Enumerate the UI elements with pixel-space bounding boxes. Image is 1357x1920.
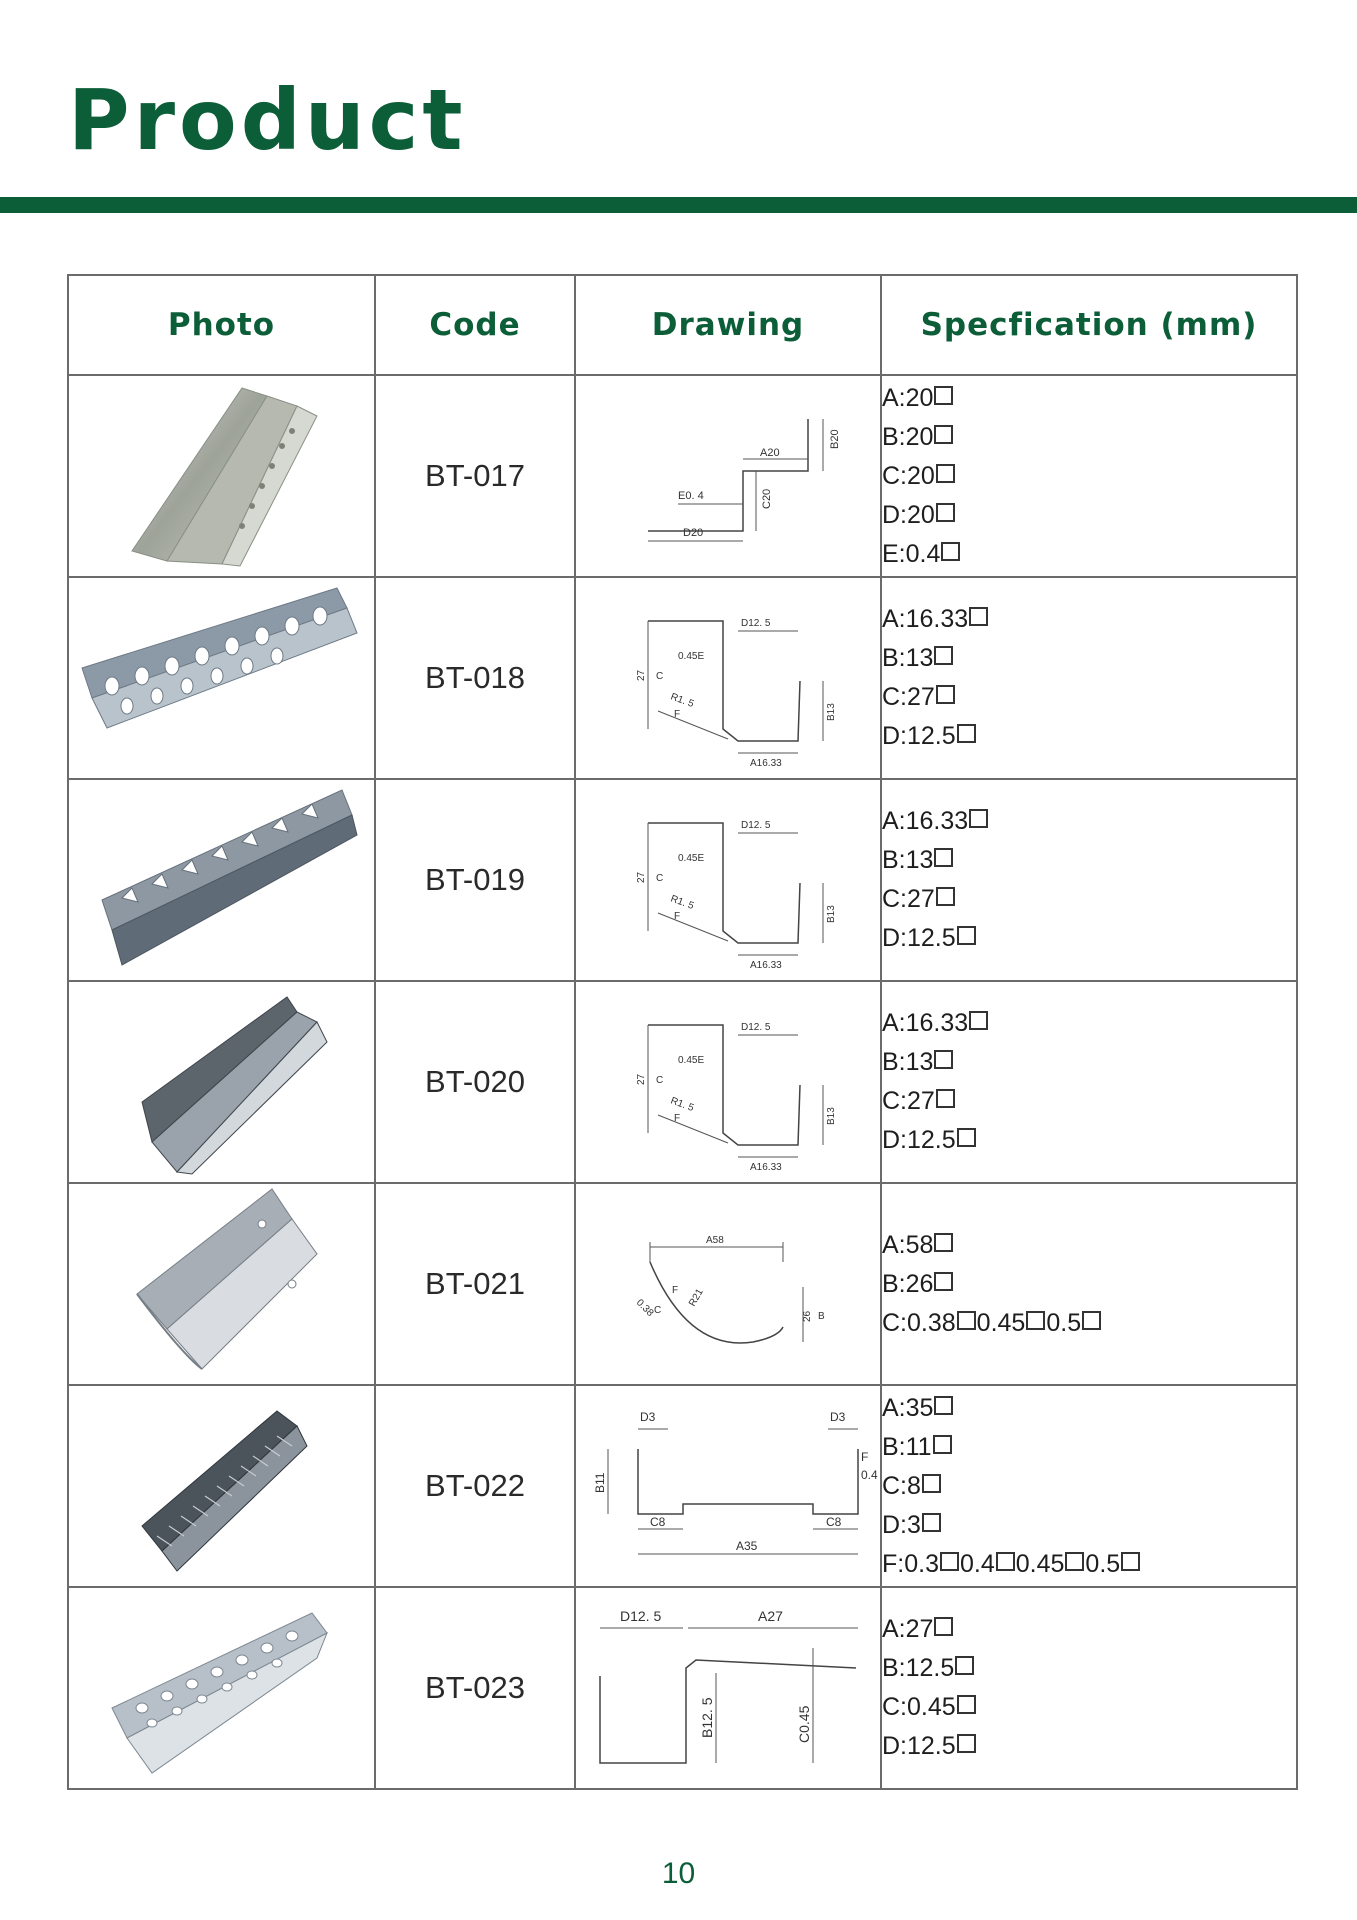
header-spec: Specfication (mm): [881, 275, 1297, 375]
spec-value: 12.5: [907, 1126, 956, 1154]
drawing-label: D12. 5: [741, 819, 771, 831]
spec-cell: [881, 1183, 1297, 1385]
product-code: BT-022: [375, 1385, 575, 1587]
spec-label: A:: [882, 1009, 906, 1037]
spec-line: [882, 1043, 1296, 1082]
spec-value: 12.5: [907, 1732, 956, 1760]
drawing-label: A16.33: [750, 1161, 782, 1173]
drawing-bt022: [578, 1389, 878, 1579]
checkbox-icon: [933, 1435, 952, 1454]
checkbox-icon: [957, 1695, 976, 1714]
spec-line: [882, 880, 1296, 919]
spec-cell: [881, 577, 1297, 779]
drawing-label: F: [674, 1112, 681, 1124]
drawing-cell: [575, 1183, 881, 1385]
drawing-label: R1. 5: [668, 892, 696, 912]
spec-value: 27: [905, 1615, 934, 1643]
spec-value: 0.5: [1085, 1549, 1121, 1578]
spec-label: F:: [882, 1549, 905, 1578]
checkbox-icon: [1082, 1311, 1101, 1330]
checkbox-icon: [936, 887, 955, 906]
product-table: [67, 274, 1298, 1790]
checkbox-icon: [957, 724, 976, 743]
spec-line: [882, 1428, 1296, 1467]
drawing-label: F: [672, 1284, 679, 1296]
spec-value: 20: [907, 500, 935, 529]
product-photo-bt019: [72, 780, 372, 975]
drawing-label: C8: [826, 1514, 842, 1529]
product-code: BT-023: [375, 1587, 575, 1789]
spec-label: C:: [882, 461, 907, 490]
checkbox-icon: [957, 926, 976, 945]
spec-label: A:: [882, 807, 906, 835]
product-photo-bt021: [72, 1184, 372, 1379]
spec-line: [882, 1226, 1296, 1265]
spec-value: 27: [907, 1087, 935, 1115]
photo-cell: [68, 1587, 375, 1789]
checkbox-icon: [934, 1272, 953, 1291]
drawing-label: A58: [706, 1234, 724, 1246]
checkbox-icon: [934, 646, 953, 665]
spec-label: D:: [882, 1126, 907, 1154]
spec-cell: [881, 1385, 1297, 1587]
checkbox-icon: [922, 1513, 941, 1532]
spec-label: C:: [882, 1471, 907, 1500]
spec-line: [882, 1506, 1296, 1545]
checkbox-icon: [941, 542, 960, 561]
drawing-label: E0. 4: [678, 489, 704, 502]
spec-value: 3: [907, 1510, 921, 1539]
drawing-label: R1. 5: [668, 690, 696, 710]
checkbox-icon: [934, 425, 953, 444]
drawing-label: 26: [802, 1310, 813, 1322]
spec-label: C:: [882, 1693, 907, 1721]
header-photo: Photo: [68, 275, 375, 375]
checkbox-icon: [936, 1089, 955, 1108]
spec-value: 13: [905, 846, 934, 874]
spec-value: 16.33: [905, 807, 969, 835]
spec-value: 13: [905, 1048, 934, 1076]
spec-value: 0.38: [907, 1308, 956, 1337]
drawing-label: R21: [687, 1286, 706, 1308]
page-number: 10: [661, 1857, 696, 1890]
spec-label: D:: [882, 1732, 907, 1760]
product-code: BT-020: [375, 981, 575, 1183]
drawing-label: A16.33: [750, 959, 782, 971]
spec-line: [882, 379, 1296, 418]
checkbox-icon: [955, 1656, 974, 1675]
spec-value: 0.4: [959, 1549, 995, 1578]
spec-label: B:: [882, 644, 906, 672]
drawing-cell: [575, 1587, 881, 1789]
spec-line: [882, 1688, 1296, 1727]
drawing-label: B: [818, 1310, 825, 1322]
spec-value: 12.5: [907, 722, 956, 750]
photo-cell: [68, 779, 375, 981]
table-row: [68, 1587, 1297, 1789]
spec-label: B:: [882, 422, 906, 451]
drawing-bt021: [578, 1187, 878, 1377]
spec-line: [882, 919, 1296, 958]
drawing-label: 0.45E: [678, 1054, 705, 1066]
table-row: [68, 1183, 1297, 1385]
checkbox-icon: [957, 1311, 976, 1330]
checkbox-icon: [934, 386, 953, 405]
photo-cell: [68, 1183, 375, 1385]
spec-value: 8: [907, 1471, 921, 1500]
drawing-label: D12. 5: [741, 1021, 771, 1033]
drawing-label: A35: [736, 1538, 758, 1553]
drawing-label: R1. 5: [668, 1094, 696, 1114]
product-photo-bt020: [72, 982, 372, 1177]
spec-value: 16.33: [905, 1009, 969, 1037]
checkbox-icon: [1026, 1311, 1045, 1330]
spec-line: [882, 1265, 1296, 1304]
drawing-label: D12. 5: [741, 617, 771, 629]
spec-line: [882, 1649, 1296, 1688]
drawing-label: A27: [758, 1608, 783, 1624]
checkbox-icon: [936, 464, 955, 483]
drawing-cell: [575, 375, 881, 577]
checkbox-icon: [934, 1050, 953, 1069]
header-rule: [0, 197, 1357, 213]
spec-cell: [881, 779, 1297, 981]
spec-label: E:: [882, 539, 906, 568]
spec-label: A:: [882, 383, 906, 412]
spec-value: 27: [907, 885, 935, 913]
product-code: BT-017: [375, 375, 575, 577]
spec-line: [882, 678, 1296, 717]
spec-line: [882, 1082, 1296, 1121]
page-title: Product: [68, 71, 467, 169]
drawing-label: 0.45E: [678, 852, 705, 864]
table-row: [68, 577, 1297, 779]
drawing-label: B11: [593, 1472, 607, 1493]
spec-label: D:: [882, 722, 907, 750]
spec-line: [882, 802, 1296, 841]
spec-label: D:: [882, 1510, 907, 1539]
photo-cell: [68, 375, 375, 577]
spec-value: 0.45: [907, 1693, 956, 1721]
spec-value: 58: [905, 1230, 934, 1259]
spec-value: 0.4: [905, 539, 941, 568]
spec-line: [882, 1121, 1296, 1160]
spec-line: [882, 496, 1296, 535]
spec-label: A:: [882, 1393, 906, 1422]
drawing-label: A20: [760, 446, 780, 459]
drawing-bt017: [578, 379, 878, 569]
photo-cell: [68, 981, 375, 1183]
checkbox-icon: [1121, 1552, 1140, 1571]
spec-label: C:: [882, 1308, 907, 1337]
spec-value: 16.33: [905, 605, 969, 633]
drawing-label: D3: [830, 1409, 846, 1424]
drawing-label: C: [656, 872, 664, 884]
spec-value: 13: [905, 644, 934, 672]
spec-cell: [881, 1587, 1297, 1789]
spec-value: 0.3: [904, 1549, 939, 1578]
drawing-label: C: [656, 1074, 664, 1086]
drawing-label: C: [656, 670, 664, 682]
drawing-label: B20: [829, 428, 841, 449]
header-drawing: Drawing: [575, 275, 881, 375]
spec-label: B:: [882, 1654, 906, 1682]
drawing-label: F: [674, 910, 681, 922]
spec-label: A:: [882, 1615, 906, 1643]
drawing-label: 27: [636, 1073, 647, 1085]
drawing-label: A16.33: [750, 757, 782, 769]
spec-label: D:: [882, 924, 907, 952]
spec-label: C:: [882, 1087, 907, 1115]
checkbox-icon: [969, 1011, 988, 1030]
drawing-cell: [575, 1385, 881, 1587]
spec-value: 35: [905, 1393, 934, 1422]
photo-cell: [68, 577, 375, 779]
spec-value: 12.5: [907, 924, 956, 952]
spec-label: B:: [882, 1432, 906, 1461]
product-code: BT-018: [375, 577, 575, 779]
drawing-label: F: [861, 1449, 869, 1464]
drawing-bt020: [578, 985, 878, 1175]
product-photo-bt017: [72, 376, 372, 571]
spec-label: C:: [882, 885, 907, 913]
drawing-label: B13: [826, 1106, 837, 1125]
drawing-label: C8: [650, 1514, 666, 1529]
table-row: [68, 375, 1297, 577]
spec-value: 0.45: [976, 1308, 1026, 1337]
checkbox-icon: [996, 1552, 1015, 1571]
drawing-bt019: [578, 783, 878, 973]
drawing-label: B13: [826, 904, 837, 923]
drawing-label: F: [674, 708, 681, 720]
spec-line: [882, 600, 1296, 639]
spec-label: A:: [882, 1230, 906, 1259]
table-row: [68, 779, 1297, 981]
drawing-label: 0.4: [861, 1467, 878, 1482]
spec-label: C:: [882, 683, 907, 711]
spec-value: 26: [905, 1269, 934, 1298]
checkbox-icon: [1065, 1552, 1084, 1571]
checkbox-icon: [957, 1734, 976, 1753]
spec-value: 20: [905, 422, 934, 451]
drawing-label: D20: [683, 526, 704, 539]
drawing-label: B13: [826, 702, 837, 721]
header-code: Code: [375, 275, 575, 375]
drawing-label: 27: [636, 669, 647, 681]
product-code: BT-019: [375, 779, 575, 981]
drawing-label: B12. 5: [699, 1697, 715, 1738]
drawing-cell: [575, 577, 881, 779]
checkbox-icon: [940, 1552, 959, 1571]
spec-label: A:: [882, 605, 906, 633]
spec-cell: [881, 375, 1297, 577]
checkbox-icon: [957, 1128, 976, 1147]
photo-cell: [68, 1385, 375, 1587]
checkbox-icon: [969, 607, 988, 626]
drawing-label: D12. 5: [620, 1608, 662, 1624]
spec-value: 27: [907, 683, 935, 711]
spec-value: 0.5: [1046, 1308, 1082, 1337]
product-photo-bt023: [72, 1588, 372, 1783]
spec-value: 11: [905, 1432, 932, 1461]
spec-cell: [881, 981, 1297, 1183]
drawing-cell: [575, 779, 881, 981]
spec-line: [882, 535, 1296, 574]
spec-label: B:: [882, 1269, 906, 1298]
table-header-row: [68, 275, 1297, 375]
spec-value: 0.45: [1015, 1549, 1065, 1578]
spec-line: [882, 1610, 1296, 1649]
checkbox-icon: [934, 1396, 953, 1415]
spec-line: [882, 418, 1296, 457]
checkbox-icon: [969, 809, 988, 828]
drawing-label: 0.38: [633, 1296, 656, 1319]
drawing-label: C: [654, 1304, 662, 1316]
spec-line: [882, 457, 1296, 496]
spec-line: [882, 1389, 1296, 1428]
checkbox-icon: [922, 1474, 941, 1493]
checkbox-icon: [936, 503, 955, 522]
drawing-label: C0.45: [796, 1705, 812, 1743]
checkbox-icon: [936, 685, 955, 704]
drawing-bt023: [578, 1588, 878, 1783]
drawing-label: D3: [640, 1409, 656, 1424]
table-row: [68, 1385, 1297, 1587]
spec-line: [882, 1304, 1296, 1343]
spec-line: [882, 841, 1296, 880]
drawing-label: 0.45E: [678, 650, 705, 662]
product-code: BT-021: [375, 1183, 575, 1385]
spec-line: [882, 717, 1296, 756]
spec-line: [882, 639, 1296, 678]
drawing-cell: [575, 981, 881, 1183]
drawing-bt018: [578, 581, 878, 771]
spec-value: 20: [907, 461, 935, 490]
checkbox-icon: [934, 1617, 953, 1636]
spec-value: 20: [905, 383, 934, 412]
spec-value: 12.5: [905, 1654, 955, 1682]
spec-line: [882, 1727, 1296, 1766]
table-row: [68, 981, 1297, 1183]
spec-line: [882, 1467, 1296, 1506]
drawing-label: 27: [636, 871, 647, 883]
spec-label: D:: [882, 500, 907, 529]
spec-label: B:: [882, 1048, 906, 1076]
checkbox-icon: [934, 1233, 953, 1252]
spec-label: B:: [882, 846, 906, 874]
product-photo-bt022: [72, 1386, 372, 1581]
checkbox-icon: [934, 848, 953, 867]
product-photo-bt018: [72, 578, 372, 773]
drawing-label: C20: [761, 488, 773, 509]
spec-line: [882, 1545, 1296, 1584]
spec-line: [882, 1004, 1296, 1043]
